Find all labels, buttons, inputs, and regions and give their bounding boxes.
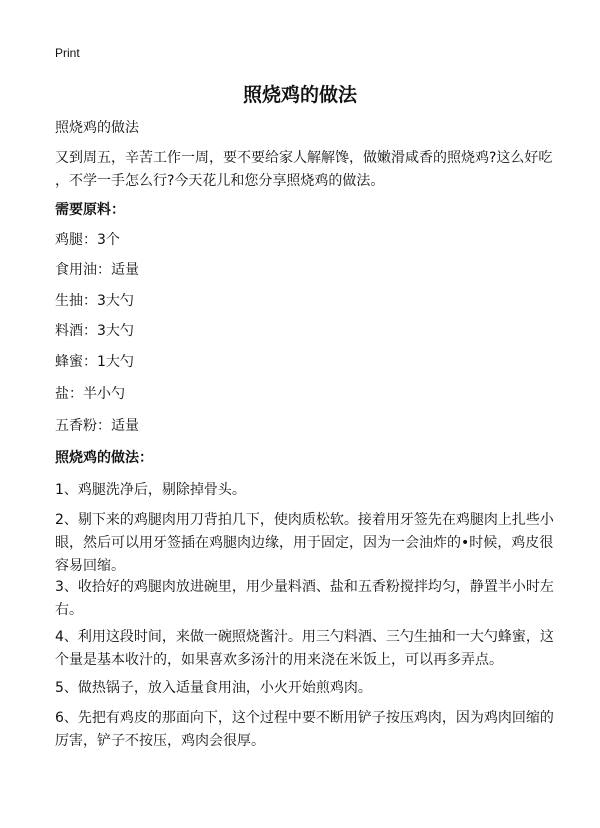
step-line: 个量是基本收汁的，如果喜欢多汤汁的用来浇在米饭上，可以再多弄点。	[55, 652, 503, 668]
ingredient-item: 料酒：3大勺	[55, 323, 134, 339]
step-line: 2、剔下来的鸡腿肉用刀背拍几下，使肉质松软。接着用牙签先在鸡腿肉上扎些小	[55, 512, 554, 528]
step-line: 容易回缩。	[55, 558, 125, 574]
ingredient-item: 盐：半小勺	[55, 386, 125, 402]
step-1	[55, 479, 246, 502]
ingredient-item: 蜂蜜：1大勺	[55, 354, 134, 370]
step-line: 眼，然后可以用牙签插在鸡腿肉边缘，用于固定，因为一会油炸的•时候，鸡皮很	[55, 535, 554, 551]
subtitle: 照烧鸡的做法	[55, 120, 139, 136]
ingredient-item: 生抽：3大勺	[55, 293, 134, 309]
step-3	[55, 576, 554, 622]
intro-paragraph	[55, 147, 552, 193]
intro-line: 又到周五，辛苦工作一周，要不要给家人解解馋，做嫩滑咸香的照烧鸡?这么好吃	[55, 150, 553, 166]
step-line: 1、鸡腿洗净后，剔除掉骨头。	[55, 482, 246, 498]
print-link[interactable]: Print	[55, 46, 80, 60]
steps-heading: 照烧鸡的做法：	[55, 450, 153, 466]
step-line: 4、利用这段时间，来做一碗照烧酱汁。用三勺料酒、三勺生抽和一大勺蜂蜜，这	[55, 629, 554, 645]
step-line: 5、做热锅子，放入适量食用油，小火开始煎鸡肉。	[55, 680, 372, 696]
step-5	[55, 677, 372, 700]
step-line: 3、收拾好的鸡腿肉放进碗里，用少量料酒、盐和五香粉搅拌均匀，静置半小时左	[55, 579, 554, 595]
ingredient-item: 五香粉：适量	[55, 418, 139, 434]
ingredient-item: 鸡腿：3个	[55, 232, 120, 248]
ingredient-item: 食用油：适量	[55, 262, 139, 278]
step-2	[55, 509, 554, 578]
step-6	[55, 707, 554, 753]
step-line: 厉害，铲子不按压，鸡肉会很厚。	[55, 733, 265, 749]
step-4	[55, 626, 554, 672]
step-line: 右。	[55, 602, 83, 618]
ingredients-heading: 需要原料：	[55, 202, 125, 218]
step-line: 6、先把有鸡皮的那面向下，这个过程中要不断用铲子按压鸡肉，因为鸡肉回缩的	[55, 710, 554, 726]
intro-line: ，不学一手怎么行?今天花儿和您分享照烧鸡的做法。	[55, 173, 385, 189]
page-title: 照烧鸡的做法	[242, 84, 357, 106]
